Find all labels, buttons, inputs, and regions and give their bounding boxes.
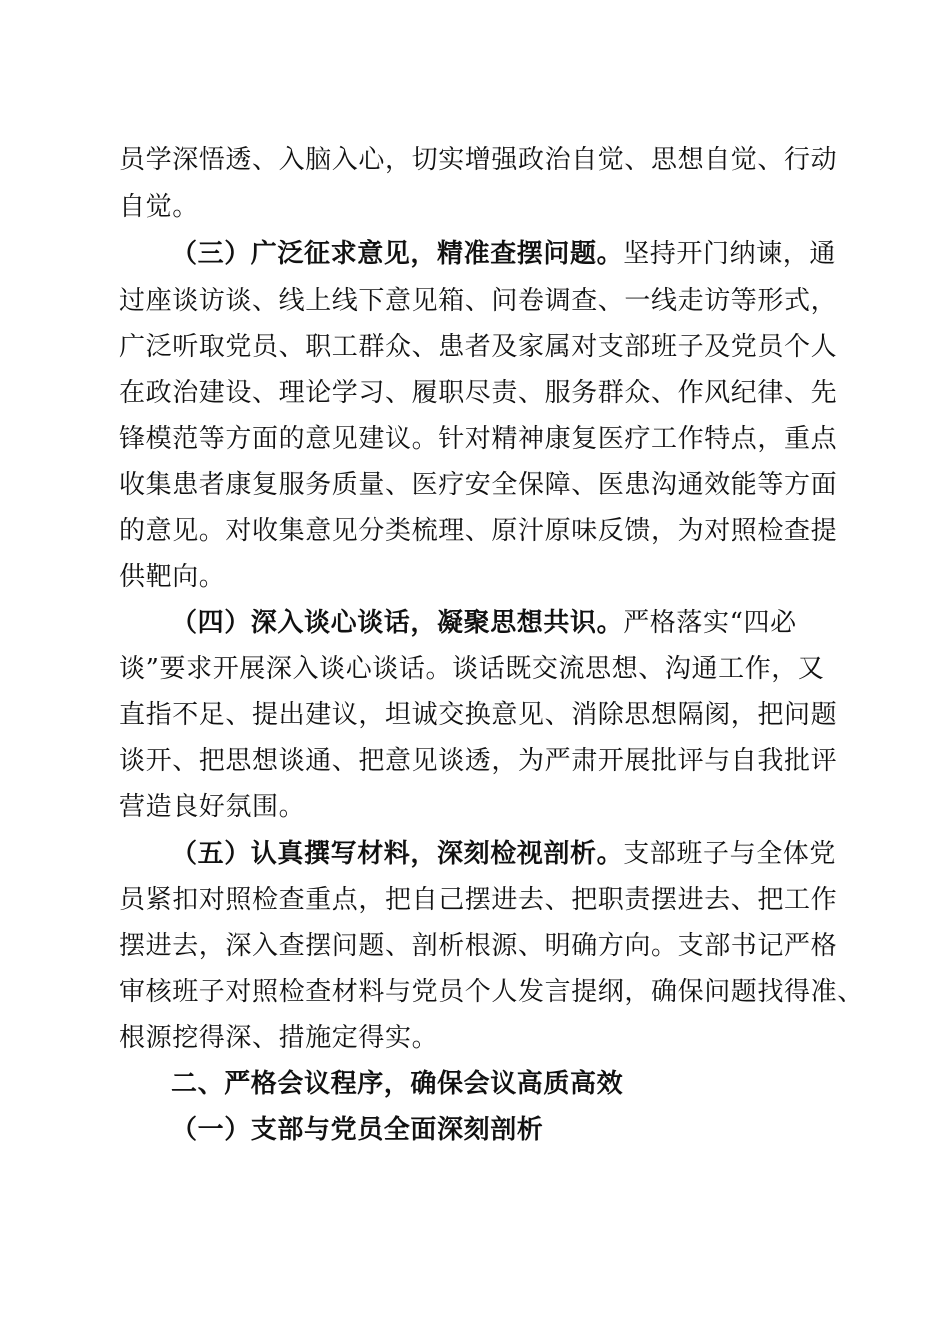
paragraph-3-line-3: 直指不足、提出建议，坦诚交换意见、消除思想隔阂，把问题 [119, 700, 838, 730]
paragraph-3-line-4: 谈开、把思想谈通、把意见谈透，为严肃开展批评与自我批评 [119, 746, 838, 776]
paragraph-2-line-2: 过座谈访谈、线上线下意见箱、问卷调查、一线走访等形式， [119, 286, 838, 316]
paragraph-3-lead: （四）深入谈心谈话，凝聚思想共识。 [171, 608, 624, 638]
paragraph-2-lead: （三）广泛征求意见，精准查摆问题。 [171, 239, 624, 269]
paragraph-2-line-4: 在政治建设、理论学习、履职尽责、服务群众、作风纪律、先 [119, 378, 838, 408]
paragraph-2-line-1 [171, 236, 891, 272]
paragraph-4-line-5: 根源挖得深、措施定得实。 [119, 1023, 439, 1053]
paragraph-1-line-2: 自觉。 [119, 192, 199, 222]
paragraph-2-line-5: 锋模范等方面的意见建议。针对精神康复医疗工作特点，重点 [119, 424, 838, 454]
paragraph-3-first-line-rest: 严格落实“四必 [623, 608, 797, 638]
paragraph-1-line-1: 员学深悟透、入脑入心，切实增强政治自觉、思想自觉、行动 [119, 145, 838, 175]
paragraph-4-lead: （五）认真撰写材料，深刻检视剖析。 [171, 839, 624, 869]
subsection-heading: （一）支部与党员全面深刻剖析 [171, 1115, 544, 1145]
section-heading: 二、严格会议程序，确保会议高质高效 [171, 1069, 624, 1099]
paragraph-4-line-4: 审核班子对照检查材料与党员个人发言提纲，确保问题找得准、 [119, 977, 864, 1007]
paragraph-4-line-3: 摆进去，深入查摆问题、剖析根源、明确方向。支部书记严格 [119, 931, 838, 961]
paragraph-4-line-1 [171, 836, 891, 872]
paragraph-4-line-2: 员紧扣对照检查重点，把自己摆进去、把职责摆进去、把工作 [119, 885, 838, 915]
paragraph-3-line-2: 谈”要求开展深入谈心谈话。谈话既交流思想、沟通工作，又 [119, 654, 825, 684]
paragraph-2-line-6: 收集患者康复服务质量、医疗安全保障、医患沟通效能等方面 [119, 470, 838, 500]
paragraph-3-line-1 [171, 605, 891, 641]
paragraph-2-line-8: 供靶向。 [119, 562, 226, 592]
paragraph-2-line-7: 的意见。对收集意见分类梳理、原汁原味反馈，为对照检查提 [119, 516, 838, 546]
paragraph-4-first-line-rest: 支部班子与全体党 [623, 839, 837, 869]
paragraph-3-line-5: 营造良好氛围。 [119, 792, 306, 822]
paragraph-2-line-3: 广泛听取党员、职工群众、患者及家属对支部班子及党员个人 [119, 332, 838, 362]
paragraph-2-first-line-rest: 坚持开门纳谏，通 [623, 239, 837, 269]
